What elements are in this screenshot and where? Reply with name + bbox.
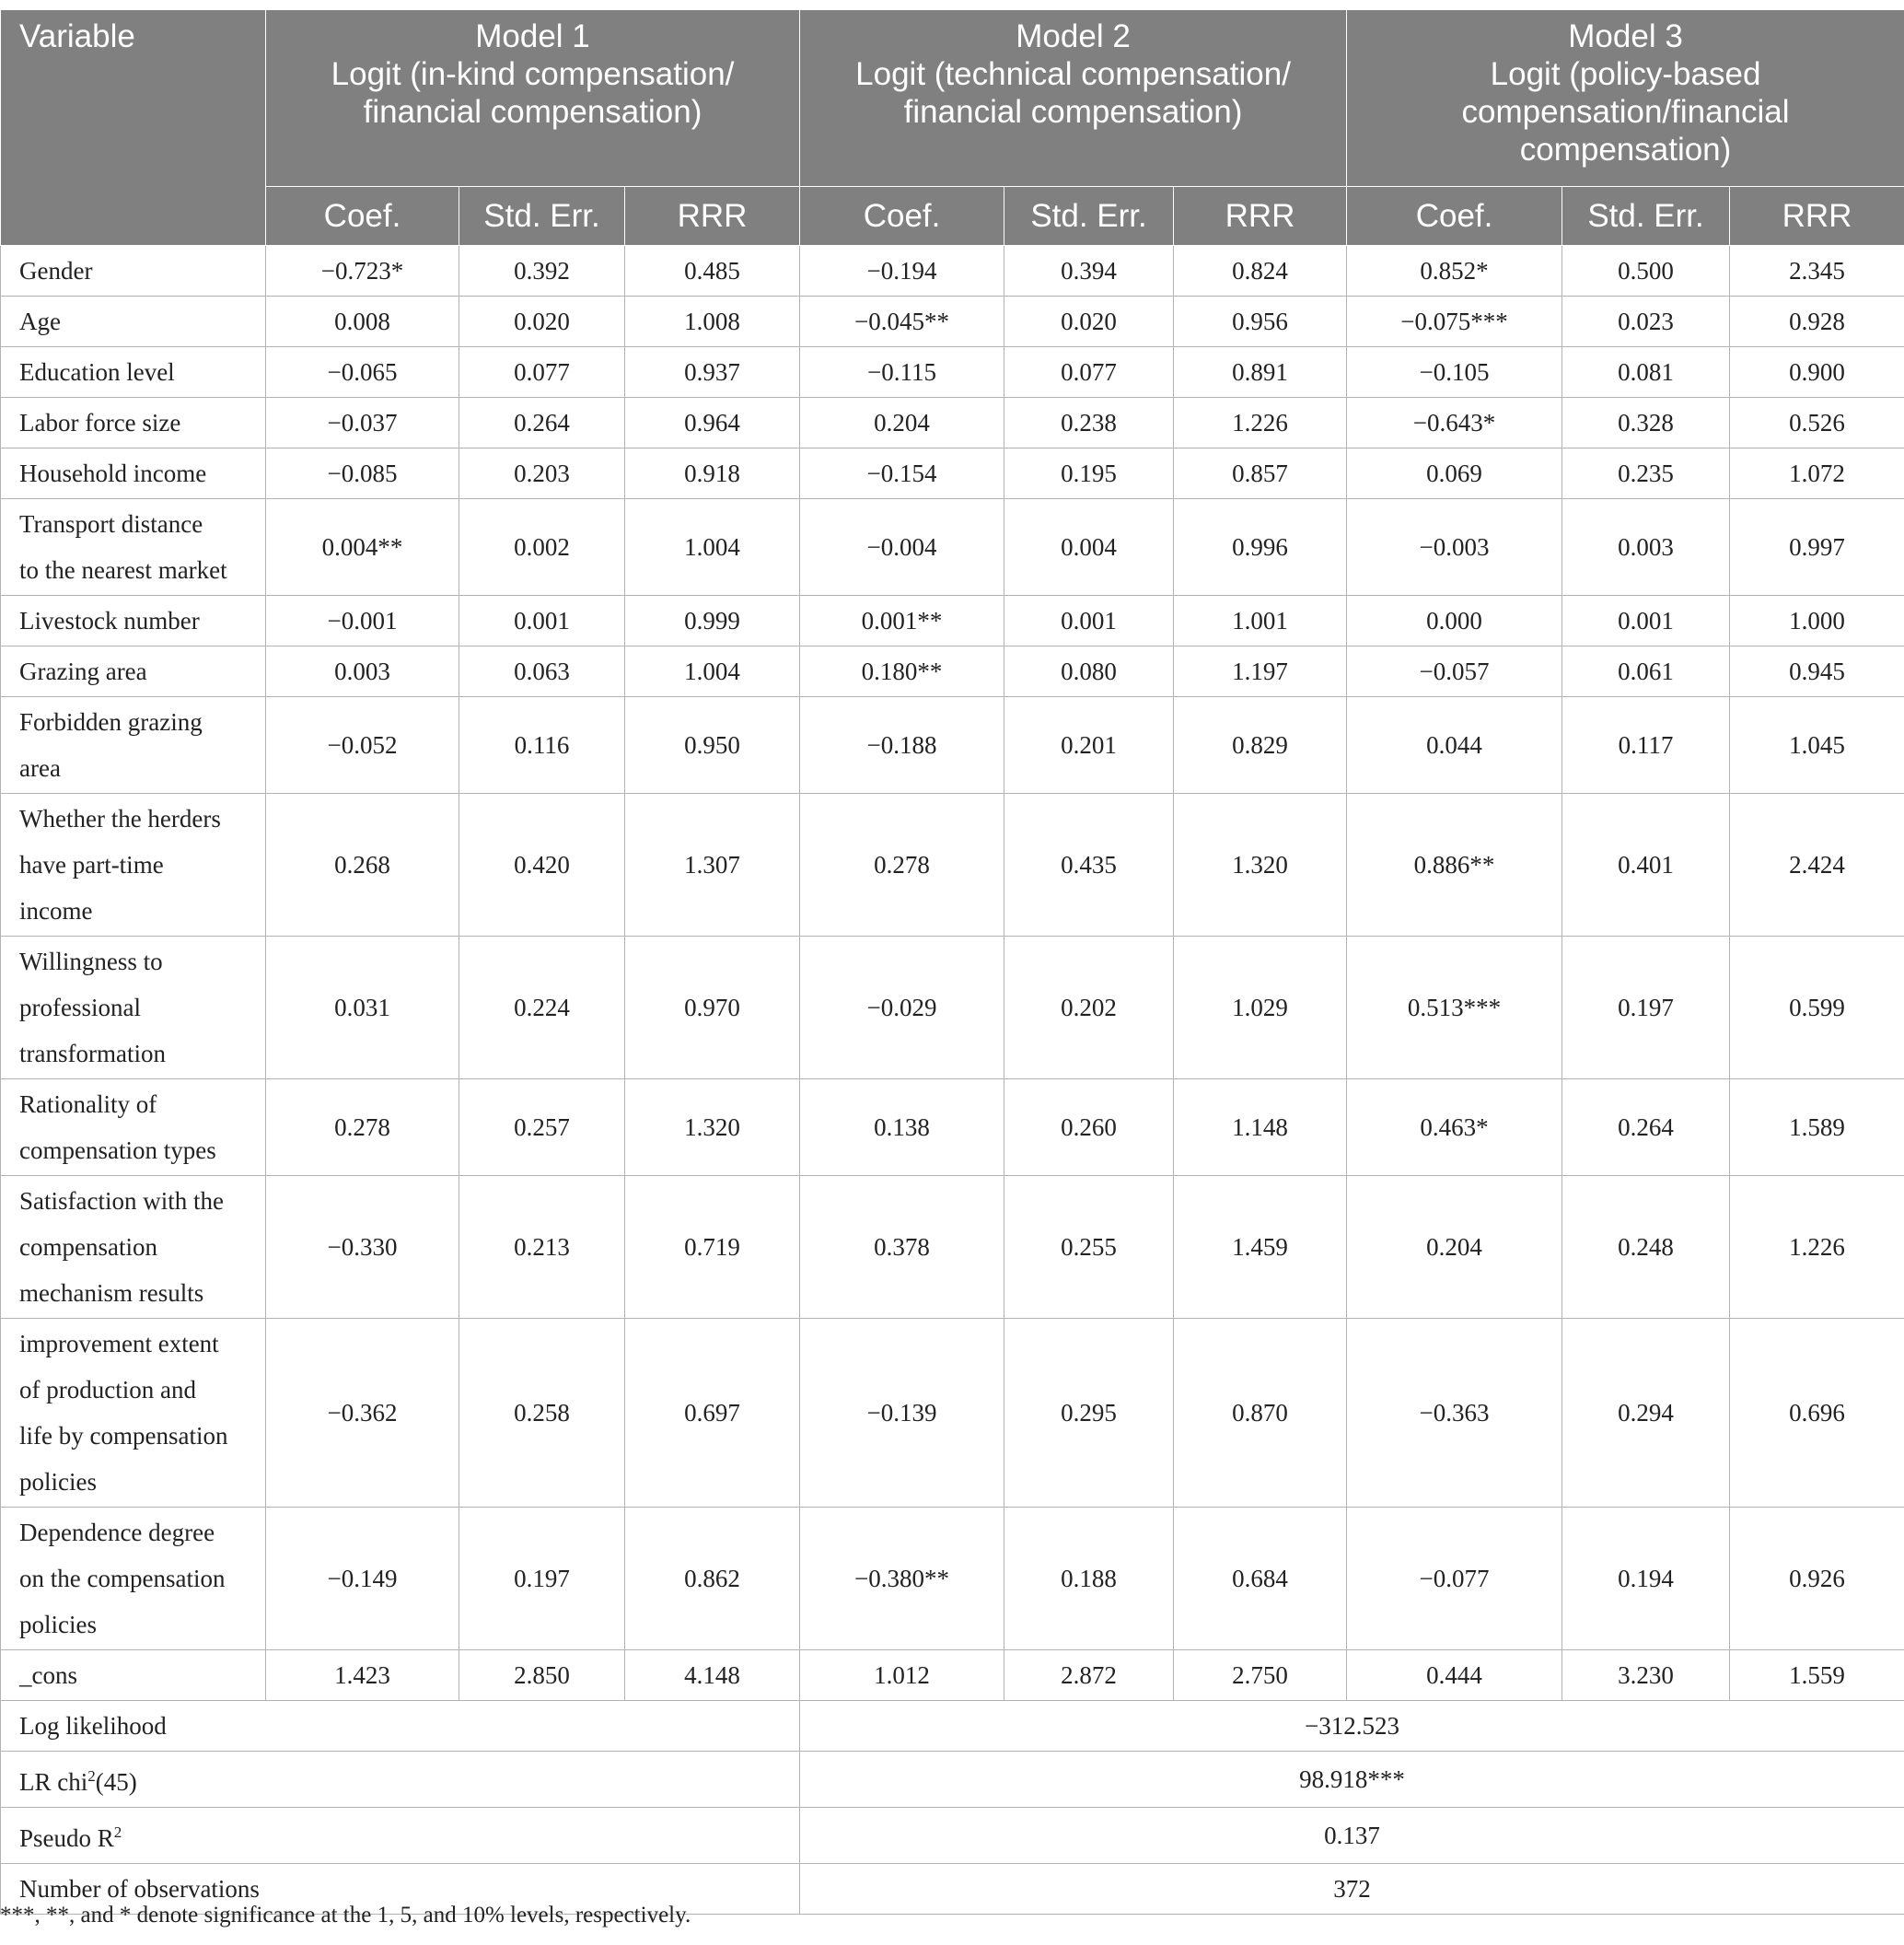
value-cell: 0.401 xyxy=(1562,794,1730,937)
value-cell: 1.226 xyxy=(1730,1176,1904,1319)
value-cell: 0.999 xyxy=(625,596,800,646)
value-cell: 1.001 xyxy=(1174,596,1347,646)
variable-label-line: _cons xyxy=(19,1661,77,1689)
value-cell: 0.278 xyxy=(266,1079,459,1176)
value-cell: −0.045** xyxy=(800,297,1004,347)
value-cell: 0.926 xyxy=(1730,1508,1904,1650)
value-cell: 0.599 xyxy=(1730,937,1904,1079)
value-cell: 0.188 xyxy=(1004,1508,1174,1650)
variable-label-line: income xyxy=(19,897,93,925)
value-cell: 0.197 xyxy=(1562,937,1730,1079)
value-cell: 0.117 xyxy=(1562,697,1730,794)
value-cell: 0.202 xyxy=(1004,937,1174,1079)
variable-cell xyxy=(1,937,266,1079)
value-cell: 3.230 xyxy=(1562,1650,1730,1701)
value-cell: 1.589 xyxy=(1730,1079,1904,1176)
value-cell: 0.937 xyxy=(625,347,800,398)
value-cell: 0.996 xyxy=(1174,499,1347,596)
variable-cell xyxy=(1,1079,266,1176)
value-cell: 0.928 xyxy=(1730,297,1904,347)
variable-label-line: Dependence degree xyxy=(19,1519,215,1546)
value-cell: −0.723* xyxy=(266,246,459,297)
value-cell: 0.001 xyxy=(1004,596,1174,646)
variable-cell xyxy=(1,448,266,499)
value-cell: 0.852* xyxy=(1347,246,1562,297)
value-cell: 0.684 xyxy=(1174,1508,1347,1650)
value-cell: 0.435 xyxy=(1004,794,1174,937)
stat-value-cell: −312.523 xyxy=(800,1701,1904,1752)
variable-label-line: Household income xyxy=(19,460,207,487)
value-cell: 0.485 xyxy=(625,246,800,297)
table-row xyxy=(1,499,1904,596)
table-row xyxy=(1,1650,1904,1701)
value-cell: 0.891 xyxy=(1174,347,1347,398)
value-cell: 0.394 xyxy=(1004,246,1174,297)
model-header-line: Logit (technical compensation/ xyxy=(855,56,1291,92)
value-cell: 0.268 xyxy=(266,794,459,937)
model-3-se-header: Std. Err. xyxy=(1562,187,1730,246)
variable-cell xyxy=(1,794,266,937)
variable-label-line: improvement extent xyxy=(19,1330,219,1357)
value-cell: 0.061 xyxy=(1562,646,1730,697)
stat-value-cell: 0.137 xyxy=(800,1808,1904,1864)
table-row xyxy=(1,596,1904,646)
table-row xyxy=(1,1508,1904,1650)
model-2-rrr-header: RRR xyxy=(1174,187,1347,246)
value-cell: 0.001 xyxy=(1562,596,1730,646)
variable-label-line: Forbidden grazing xyxy=(19,708,203,736)
variable-label-line: compensation types xyxy=(19,1136,216,1164)
model-header-line: financial compensation) xyxy=(903,94,1243,130)
variable-label-line: transformation xyxy=(19,1040,166,1067)
table-row xyxy=(1,448,1904,499)
variable-cell xyxy=(1,499,266,596)
regression-table xyxy=(0,9,1904,1915)
stat-label-cell xyxy=(1,1808,800,1864)
value-cell: 0.719 xyxy=(625,1176,800,1319)
variable-label-line: Education level xyxy=(19,358,175,386)
variable-label-line: Gender xyxy=(19,257,93,285)
variable-cell xyxy=(1,596,266,646)
value-cell: 0.201 xyxy=(1004,697,1174,794)
variable-cell xyxy=(1,398,266,448)
value-cell: 0.248 xyxy=(1562,1176,1730,1319)
value-cell: 0.956 xyxy=(1174,297,1347,347)
variable-label-line: life by compensation xyxy=(19,1422,228,1450)
value-cell: 0.264 xyxy=(459,398,625,448)
value-cell: 0.080 xyxy=(1004,646,1174,697)
value-cell: −0.380** xyxy=(800,1508,1004,1650)
variable-label-line: Labor force size xyxy=(19,409,181,437)
subheader-row xyxy=(1,187,1904,246)
value-cell: 1.000 xyxy=(1730,596,1904,646)
table-row xyxy=(1,646,1904,697)
model-header-line: compensation) xyxy=(1519,132,1732,168)
value-cell: 0.886** xyxy=(1347,794,1562,937)
table-row xyxy=(1,1176,1904,1319)
variable-label-line: Age xyxy=(19,308,61,335)
table-row xyxy=(1,1319,1904,1508)
model-1-se-header: Std. Err. xyxy=(459,187,625,246)
value-cell: 1.148 xyxy=(1174,1079,1347,1176)
value-cell: 0.004** xyxy=(266,499,459,596)
value-cell: 1.029 xyxy=(1174,937,1347,1079)
value-cell: 0.204 xyxy=(800,398,1004,448)
value-cell: −0.065 xyxy=(266,347,459,398)
stat-value-cell: 372 xyxy=(800,1864,1904,1915)
value-cell: 0.513*** xyxy=(1347,937,1562,1079)
variable-cell xyxy=(1,1508,266,1650)
variable-label-line: of production and xyxy=(19,1376,196,1403)
stat-label: LR chi xyxy=(19,1768,88,1796)
model-1-coef-header: Coef. xyxy=(266,187,459,246)
value-cell: 2.850 xyxy=(459,1650,625,1701)
value-cell: 0.392 xyxy=(459,246,625,297)
value-cell: 0.264 xyxy=(1562,1079,1730,1176)
value-cell: 0.224 xyxy=(459,937,625,1079)
variable-label-line: Whether the herders xyxy=(19,805,221,833)
stat-label-superscript: 2 xyxy=(87,1767,96,1785)
value-cell: 0.696 xyxy=(1730,1319,1904,1508)
value-cell: 1.423 xyxy=(266,1650,459,1701)
stat-label-cell xyxy=(1,1752,800,1808)
value-cell: 0.138 xyxy=(800,1079,1004,1176)
value-cell: 0.001** xyxy=(800,596,1004,646)
value-cell: 0.081 xyxy=(1562,347,1730,398)
value-cell: 0.008 xyxy=(266,297,459,347)
variable-label-line: Rationality of xyxy=(19,1090,157,1118)
value-cell: 0.197 xyxy=(459,1508,625,1650)
value-cell: 0.328 xyxy=(1562,398,1730,448)
stat-label-cell xyxy=(1,1701,800,1752)
model-1-header xyxy=(266,10,800,187)
value-cell: 0.235 xyxy=(1562,448,1730,499)
value-cell: −0.149 xyxy=(266,1508,459,1650)
value-cell: 0.044 xyxy=(1347,697,1562,794)
value-cell: 0.260 xyxy=(1004,1079,1174,1176)
value-cell: 0.194 xyxy=(1562,1508,1730,1650)
value-cell: −0.001 xyxy=(266,596,459,646)
value-cell: 0.950 xyxy=(625,697,800,794)
stat-row xyxy=(1,1701,1904,1752)
value-cell: −0.188 xyxy=(800,697,1004,794)
variable-label-line: area xyxy=(19,754,61,782)
value-cell: 0.900 xyxy=(1730,347,1904,398)
value-cell: −0.154 xyxy=(800,448,1004,499)
value-cell: −0.052 xyxy=(266,697,459,794)
value-cell: 0.970 xyxy=(625,937,800,1079)
variable-cell xyxy=(1,646,266,697)
significance-note: ***, **, and * denote significance at the 1, 5, and 10% levels, respectively. xyxy=(0,1903,691,1928)
model-header-line: financial compensation) xyxy=(363,94,702,130)
variable-label-line: Transport distance xyxy=(19,510,203,538)
model-header-line: Model 3 xyxy=(1568,18,1683,54)
table-row xyxy=(1,1079,1904,1176)
value-cell: 0.001 xyxy=(459,596,625,646)
value-cell: −0.029 xyxy=(800,937,1004,1079)
value-cell: 2.424 xyxy=(1730,794,1904,937)
value-cell: 0.945 xyxy=(1730,646,1904,697)
value-cell: 0.420 xyxy=(459,794,625,937)
stat-label: Log likelihood xyxy=(19,1712,167,1740)
value-cell: −0.139 xyxy=(800,1319,1004,1508)
value-cell: −0.105 xyxy=(1347,347,1562,398)
value-cell: 0.526 xyxy=(1730,398,1904,448)
stat-label-superscript: 2 xyxy=(113,1823,122,1841)
stat-row xyxy=(1,1752,1904,1808)
variable-label-line: Willingness to xyxy=(19,948,163,975)
value-cell: 0.294 xyxy=(1562,1319,1730,1508)
value-cell: 1.197 xyxy=(1174,646,1347,697)
variable-label-line: to the nearest market xyxy=(19,556,227,584)
table-row xyxy=(1,937,1904,1079)
value-cell: 0.857 xyxy=(1174,448,1347,499)
variable-cell xyxy=(1,697,266,794)
table-row xyxy=(1,347,1904,398)
value-cell: 0.697 xyxy=(625,1319,800,1508)
value-cell: 0.031 xyxy=(266,937,459,1079)
value-cell: 1.004 xyxy=(625,646,800,697)
table-row xyxy=(1,697,1904,794)
model-header-line: Model 1 xyxy=(475,18,590,54)
table-row xyxy=(1,398,1904,448)
variable-cell xyxy=(1,1176,266,1319)
value-cell: 1.012 xyxy=(800,1650,1004,1701)
value-cell: 0.378 xyxy=(800,1176,1004,1319)
value-cell: 1.004 xyxy=(625,499,800,596)
value-cell: 0.023 xyxy=(1562,297,1730,347)
model-2-coef-header: Coef. xyxy=(800,187,1004,246)
stat-label-suffix: (45) xyxy=(95,1768,137,1796)
value-cell: −0.363 xyxy=(1347,1319,1562,1508)
value-cell: 0.862 xyxy=(625,1508,800,1650)
model-2-se-header: Std. Err. xyxy=(1004,187,1174,246)
value-cell: −0.330 xyxy=(266,1176,459,1319)
model-3-coef-header: Coef. xyxy=(1347,187,1562,246)
value-cell: 0.997 xyxy=(1730,499,1904,596)
value-cell: 0.020 xyxy=(1004,297,1174,347)
variable-label-line: professional xyxy=(19,994,141,1021)
value-cell: 0.964 xyxy=(625,398,800,448)
value-cell: 0.069 xyxy=(1347,448,1562,499)
value-cell: 1.072 xyxy=(1730,448,1904,499)
value-cell: 0.238 xyxy=(1004,398,1174,448)
header-row xyxy=(1,10,1904,187)
value-cell: 0.002 xyxy=(459,499,625,596)
value-cell: −0.057 xyxy=(1347,646,1562,697)
value-cell: −0.004 xyxy=(800,499,1004,596)
value-cell: 0.829 xyxy=(1174,697,1347,794)
model-2-header xyxy=(800,10,1347,187)
value-cell: 0.195 xyxy=(1004,448,1174,499)
table-row xyxy=(1,297,1904,347)
value-cell: 0.444 xyxy=(1347,1650,1562,1701)
value-cell: 2.345 xyxy=(1730,246,1904,297)
variable-label-line: policies xyxy=(19,1611,97,1638)
value-cell: −0.643* xyxy=(1347,398,1562,448)
value-cell: −0.085 xyxy=(266,448,459,499)
value-cell: 1.307 xyxy=(625,794,800,937)
value-cell: 1.226 xyxy=(1174,398,1347,448)
value-cell: −0.037 xyxy=(266,398,459,448)
value-cell: 0.003 xyxy=(1562,499,1730,596)
value-cell: 0.213 xyxy=(459,1176,625,1319)
value-cell: 0.116 xyxy=(459,697,625,794)
variable-cell xyxy=(1,347,266,398)
value-cell: 1.459 xyxy=(1174,1176,1347,1319)
model-header-line: Model 2 xyxy=(1016,18,1131,54)
value-cell: 0.004 xyxy=(1004,499,1174,596)
variable-label-line: mechanism results xyxy=(19,1279,204,1307)
value-cell: 1.008 xyxy=(625,297,800,347)
value-cell: 0.204 xyxy=(1347,1176,1562,1319)
value-cell: 2.750 xyxy=(1174,1650,1347,1701)
table-row xyxy=(1,246,1904,297)
value-cell: 0.063 xyxy=(459,646,625,697)
variable-cell xyxy=(1,1319,266,1508)
stat-label: Pseudo R xyxy=(19,1824,114,1852)
model-header-line: compensation/financial xyxy=(1461,94,1790,130)
model-3-header xyxy=(1347,10,1904,187)
value-cell: −0.115 xyxy=(800,347,1004,398)
table-body xyxy=(1,246,1904,1915)
model-1-rrr-header: RRR xyxy=(625,187,800,246)
model-3-rrr-header: RRR xyxy=(1730,187,1904,246)
value-cell: 0.255 xyxy=(1004,1176,1174,1319)
value-cell: 1.559 xyxy=(1730,1650,1904,1701)
variable-label-line: policies xyxy=(19,1468,97,1496)
value-cell: 0.870 xyxy=(1174,1319,1347,1508)
value-cell: 0.258 xyxy=(459,1319,625,1508)
value-cell: 0.295 xyxy=(1004,1319,1174,1508)
value-cell: −0.194 xyxy=(800,246,1004,297)
value-cell: −0.077 xyxy=(1347,1508,1562,1650)
value-cell: 0.278 xyxy=(800,794,1004,937)
model-header-line: Logit (in-kind compensation/ xyxy=(331,56,735,92)
value-cell: 1.045 xyxy=(1730,697,1904,794)
value-cell: 0.257 xyxy=(459,1079,625,1176)
value-cell: −0.003 xyxy=(1347,499,1562,596)
variable-header: Variable xyxy=(1,10,266,246)
variable-label-line: Grazing area xyxy=(19,658,147,685)
variable-label-line: Livestock number xyxy=(19,607,200,635)
value-cell: −0.075*** xyxy=(1347,297,1562,347)
value-cell: 0.824 xyxy=(1174,246,1347,297)
variable-label-line: have part-time xyxy=(19,851,164,879)
value-cell: 1.320 xyxy=(1174,794,1347,937)
value-cell: 0.077 xyxy=(1004,347,1174,398)
value-cell: 4.148 xyxy=(625,1650,800,1701)
variable-label-line: compensation xyxy=(19,1233,157,1261)
value-cell: 2.872 xyxy=(1004,1650,1174,1701)
value-cell: 0.463* xyxy=(1347,1079,1562,1176)
value-cell: 0.077 xyxy=(459,347,625,398)
stat-value-cell: 98.918*** xyxy=(800,1752,1904,1808)
value-cell: 0.000 xyxy=(1347,596,1562,646)
value-cell: 0.918 xyxy=(625,448,800,499)
value-cell: 0.203 xyxy=(459,448,625,499)
stat-row xyxy=(1,1808,1904,1864)
variable-label-line: Satisfaction with the xyxy=(19,1187,224,1215)
variable-cell xyxy=(1,246,266,297)
variable-cell xyxy=(1,1650,266,1701)
value-cell: 0.500 xyxy=(1562,246,1730,297)
table-row xyxy=(1,794,1904,937)
value-cell: 0.180** xyxy=(800,646,1004,697)
value-cell: 0.020 xyxy=(459,297,625,347)
value-cell: 0.003 xyxy=(266,646,459,697)
stat-label: Number of observations xyxy=(19,1875,260,1903)
model-header-line: Logit (policy-based xyxy=(1490,56,1761,92)
variable-label-line: on the compensation xyxy=(19,1565,226,1592)
value-cell: 1.320 xyxy=(625,1079,800,1176)
variable-cell xyxy=(1,297,266,347)
value-cell: −0.362 xyxy=(266,1319,459,1508)
